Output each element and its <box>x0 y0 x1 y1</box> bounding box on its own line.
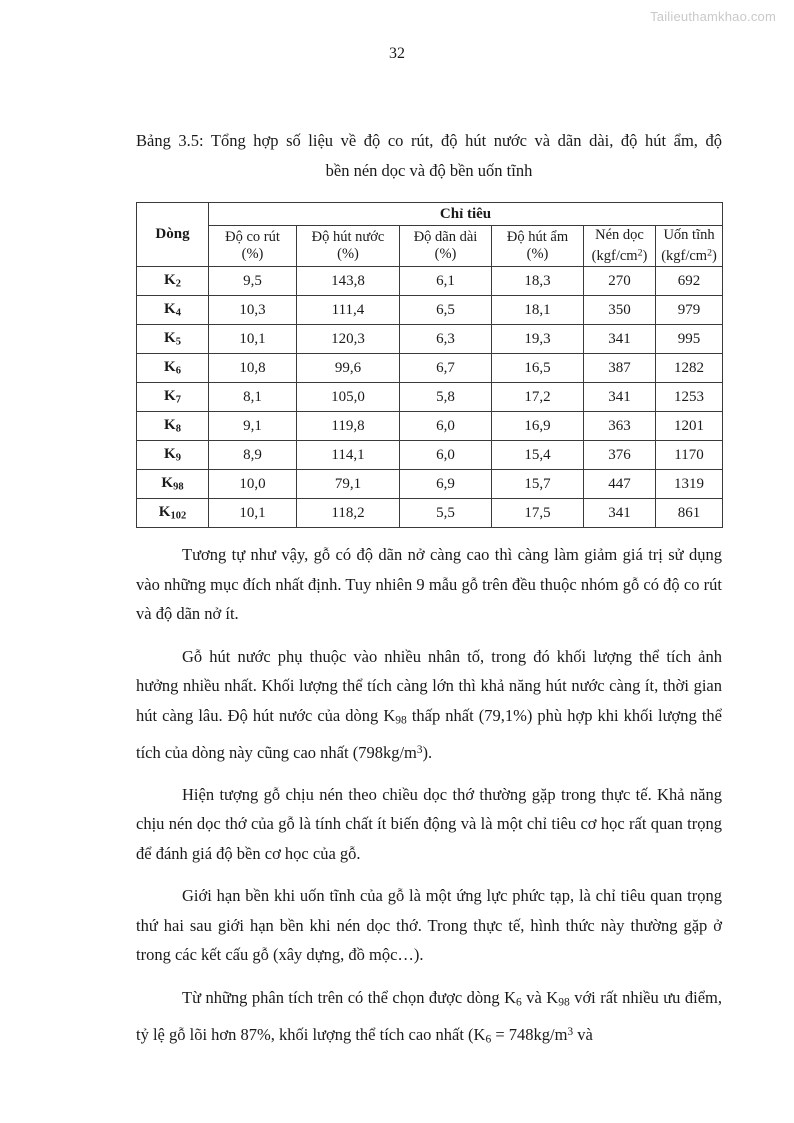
cell-do-co-rut: 10,3 <box>209 296 297 325</box>
row-label-subscript: 9 <box>175 452 181 464</box>
cell-do-dan-dai: 6,1 <box>400 267 492 296</box>
paragraph-2-part-b: thấp nhất (79,1%) phù hợp khi khối lượng thể tích của dòng này cũng cao nhất (798kg/m <box>136 705 722 762</box>
cell-do-dan-dai: 6,5 <box>400 296 492 325</box>
header-unit: (%) <box>526 246 549 262</box>
table-caption <box>136 126 722 186</box>
header-name: Uốn tĩnh <box>663 227 715 244</box>
watermark-text: Tailieuthamkhao.com <box>650 9 776 24</box>
row-label-subscript: 6 <box>175 365 181 377</box>
cell-row-label <box>137 267 209 296</box>
row-label-base: K <box>161 475 174 492</box>
paragraph-5 <box>136 983 722 1055</box>
row-label-base: K <box>164 388 176 405</box>
row-label-subscript: 8 <box>175 423 181 435</box>
paragraph-3: Hiện tượng gỗ chịu nén theo chiều dọc thớ thường gặp trong thực tế. Khả năng chịu nén dọc thớ của gỗ là tính chất ít biến động và là một chỉ tiêu cơ học rất quan trọng để đánh giá độ bền cơ học của gỗ. <box>136 784 722 863</box>
paragraph-4: Giới hạn bền khi uốn tĩnh của gỗ là một ứng lực phức tạp, là chỉ tiêu quan trọng thứ hai sau giới hạn bền khi nén dọc thớ. Trong thực tế, hình thức này thường gặp ở trong các kết cấu gỗ (xây dựng, đồ mộc…). <box>136 886 722 965</box>
row-label-base: K <box>164 330 176 347</box>
results-table <box>136 202 723 528</box>
cell-uon-tinh: 1201 <box>656 412 723 441</box>
cell-do-hut-am: 16,9 <box>492 412 584 441</box>
header-unit-kgf: $(kgf/cm^2)$ <box>591 247 648 264</box>
cell-do-hut-nuoc: 114,1 <box>297 441 400 470</box>
cell-row-label <box>137 470 209 499</box>
cell-nen-doc: 387 <box>584 354 656 383</box>
cell-do-hut-nuoc: 119,8 <box>297 412 400 441</box>
superscript-two: 2 <box>637 247 643 259</box>
header-unit-kgf: $(kgf/cm^2)$ <box>661 247 717 264</box>
cell-do-co-rut: 10,1 <box>209 499 297 528</box>
cell-do-hut-am: 17,5 <box>492 499 584 528</box>
header-unit: (%) <box>434 246 457 262</box>
header-name: Độ dãn dài <box>413 229 478 245</box>
row-label-base: K <box>164 359 176 376</box>
cell-do-hut-nuoc: 105,0 <box>297 383 400 412</box>
table-body <box>137 267 723 528</box>
page-number: 32 <box>389 45 405 62</box>
cell-do-co-rut: 10,0 <box>209 470 297 499</box>
row-label-subscript: 102 <box>170 510 187 522</box>
table-header-row-group <box>137 203 723 226</box>
cell-nen-doc: 270 <box>584 267 656 296</box>
cell-nen-doc: 350 <box>584 296 656 325</box>
cell-row-label <box>137 412 209 441</box>
header-cell-do-co-rut <box>209 226 297 267</box>
table-row <box>137 499 723 528</box>
table-row <box>137 383 723 412</box>
cell-row-label <box>137 354 209 383</box>
paragraph-5-part-e: và <box>573 1024 593 1044</box>
cell-do-co-rut: 10,1 <box>209 325 297 354</box>
paragraph-2 <box>136 642 722 767</box>
row-label-base: K <box>164 272 176 289</box>
cell-uon-tinh: 1253 <box>656 383 723 412</box>
subscript-k98: 98 <box>558 996 570 1009</box>
row-label-subscript: 4 <box>175 307 181 319</box>
header-cell-dong: Dòng <box>137 203 209 267</box>
cell-uon-tinh: 1319 <box>656 470 723 499</box>
subscript-k6: 6 <box>516 996 522 1009</box>
header-name: Nén dọc <box>595 227 644 244</box>
cell-do-hut-nuoc: 111,4 <box>297 296 400 325</box>
paragraph-5-part-b: và K <box>521 987 559 1007</box>
table-row <box>137 412 723 441</box>
cell-row-label <box>137 325 209 354</box>
table-row <box>137 441 723 470</box>
cell-do-dan-dai: 6,3 <box>400 325 492 354</box>
cell-do-co-rut: 8,9 <box>209 441 297 470</box>
subscript-k6-second: 6 <box>485 1033 492 1046</box>
cell-do-co-rut: 8,1 <box>209 383 297 412</box>
row-label-base: K <box>164 446 176 463</box>
paragraph-2-part-c: ). <box>422 742 433 762</box>
cell-uon-tinh: 861 <box>656 499 723 528</box>
header-cell-nen-doc <box>584 226 656 267</box>
cell-do-dan-dai: 6,7 <box>400 354 492 383</box>
cell-do-dan-dai: 6,9 <box>400 470 492 499</box>
header-name: Độ hút nước <box>311 229 385 245</box>
header-unit: (%) <box>241 246 264 262</box>
header-cell-do-hut-am <box>492 226 584 267</box>
cell-do-hut-am: 15,7 <box>492 470 584 499</box>
paragraph-1: Tương tự như vậy, gỗ có độ dãn nở càng cao thì càng làm giảm giá trị sử dụng vào những mục đích nhất định. Tuy nhiên 9 mẫu gỗ trên đều thuộc nhóm gỗ có độ co rút và độ dãn nở ít. <box>136 545 722 623</box>
header-cell-do-dan-dai <box>400 226 492 267</box>
cell-do-hut-am: 18,3 <box>492 267 584 296</box>
row-label-base: K <box>164 417 176 434</box>
cell-do-hut-am: 15,4 <box>492 441 584 470</box>
cell-do-hut-nuoc: 143,8 <box>297 267 400 296</box>
row-label-base: K <box>158 504 171 521</box>
table-row <box>137 354 723 383</box>
header-name: Độ hút ẩm <box>506 229 569 245</box>
cell-nen-doc: 341 <box>584 383 656 412</box>
cell-do-dan-dai: 5,5 <box>400 499 492 528</box>
cell-uon-tinh: 995 <box>656 325 723 354</box>
cell-do-hut-nuoc: 118,2 <box>297 499 400 528</box>
cell-do-dan-dai: 5,8 <box>400 383 492 412</box>
cell-row-label <box>137 383 209 412</box>
cell-nen-doc: 447 <box>584 470 656 499</box>
paragraph-5-part-c: với rất nhiều ưu điểm, tỷ lệ gỗ lõi hơn 87%, khối lượng thể tích cao nhất (K <box>136 987 722 1044</box>
table-row <box>137 325 723 354</box>
table-row <box>137 470 723 499</box>
table-caption-line-1: Bảng 3.5: Tổng hợp số liệu về độ co rút, độ hút nước và dãn dài, độ hút ẩm, độ <box>136 131 722 150</box>
cell-nen-doc: 341 <box>584 325 656 354</box>
row-label-subscript: 5 <box>175 336 181 348</box>
cell-row-label <box>137 441 209 470</box>
row-label-subscript: 2 <box>175 278 181 290</box>
body-text <box>136 540 722 1055</box>
cell-row-label <box>137 296 209 325</box>
table-caption-line-2: bền nén dọc và độ bền uốn tĩnh <box>325 161 533 180</box>
row-label-subscript: 98 <box>173 481 184 493</box>
superscript-cubed: 3 <box>416 743 423 756</box>
table-header-row-columns <box>137 226 723 267</box>
table-row <box>137 267 723 296</box>
header-cell-chi-tieu: Chỉ tiêu <box>209 203 723 226</box>
table-row <box>137 296 723 325</box>
cell-do-hut-am: 17,2 <box>492 383 584 412</box>
cell-uon-tinh: 1170 <box>656 441 723 470</box>
header-unit: (%) <box>337 246 359 262</box>
paragraph-5-part-a: Từ những phân tích trên có thể chọn được dòng K <box>182 987 516 1007</box>
header-name: Độ co rút <box>225 229 280 245</box>
cell-do-hut-nuoc: 79,1 <box>297 470 400 499</box>
table-head <box>137 203 723 267</box>
page-content <box>136 126 722 1055</box>
subscript-k98: 98 <box>395 714 407 727</box>
row-label-subscript: 7 <box>175 394 181 406</box>
cell-do-dan-dai: 6,0 <box>400 441 492 470</box>
cell-nen-doc: 341 <box>584 499 656 528</box>
cell-uon-tinh: 979 <box>656 296 723 325</box>
cell-do-dan-dai: 6,0 <box>400 412 492 441</box>
cell-nen-doc: 376 <box>584 441 656 470</box>
superscript-two: 2 <box>707 247 713 259</box>
cell-do-hut-am: 19,3 <box>492 325 584 354</box>
cell-do-hut-nuoc: 99,6 <box>297 354 400 383</box>
header-cell-uon-tinh <box>656 226 723 267</box>
cell-nen-doc: 363 <box>584 412 656 441</box>
row-label-base: K <box>164 301 176 318</box>
cell-do-hut-am: 18,1 <box>492 296 584 325</box>
paragraph-5-part-d: = 748kg/m <box>491 1024 568 1044</box>
cell-uon-tinh: 692 <box>656 267 723 296</box>
cell-do-hut-am: 16,5 <box>492 354 584 383</box>
header-cell-do-hut-nuoc <box>297 226 400 267</box>
paragraph-2-part-a: Gỗ hút nước phụ thuộc vào nhiều nhân tố, trong đó khối lượng thể tích ảnh hưởng nhiều nhất. Khối lượng thể tích càng lớn thì khả năng hút nước càng ít, thời gian hút càng lâu. Độ hút nước của dòng K <box>136 646 722 725</box>
cell-do-co-rut: 10,8 <box>209 354 297 383</box>
superscript-cubed: 3 <box>567 1025 574 1038</box>
cell-do-co-rut: 9,5 <box>209 267 297 296</box>
cell-row-label <box>137 499 209 528</box>
cell-do-hut-nuoc: 120,3 <box>297 325 400 354</box>
cell-uon-tinh: 1282 <box>656 354 723 383</box>
cell-do-co-rut: 9,1 <box>209 412 297 441</box>
